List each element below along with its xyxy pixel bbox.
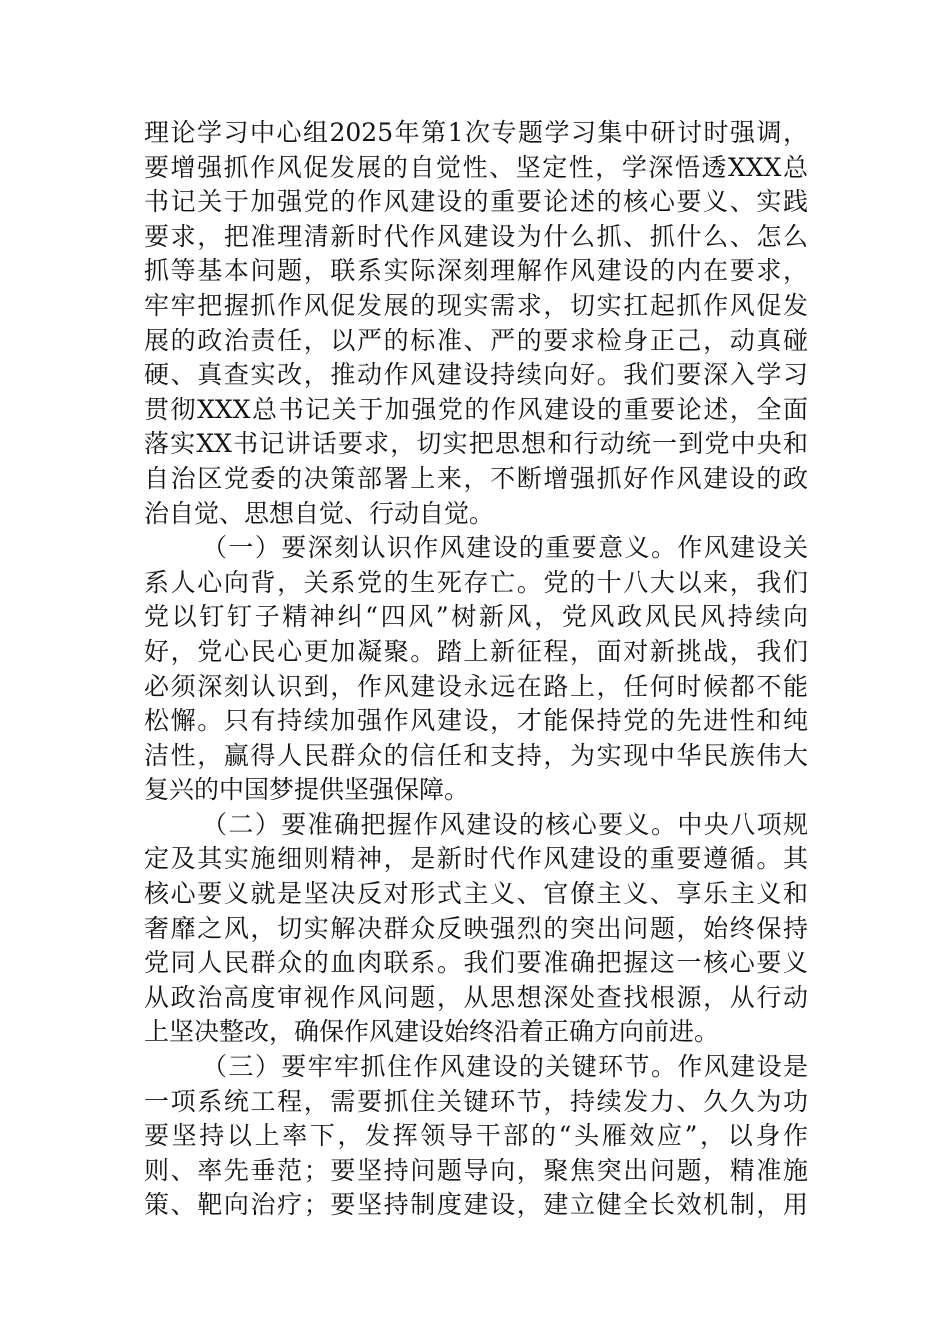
text-line: 党以钉钉子精神纠“四风”树新风，党风政风民风持续向 bbox=[144, 602, 808, 632]
section-heading-line: （一）要深刻认识作风建设的重要意义。作风建设关 bbox=[202, 533, 808, 563]
paragraph-section-2 bbox=[144, 808, 808, 1050]
text-line: 一项系统工程，需要抓住关键环节，持续发力、久久为功 bbox=[144, 1086, 808, 1116]
text-line: 自治区党委的决策部署上来，不断增强抓好作风建设的政 bbox=[144, 463, 808, 493]
text-line: 定及其实施细则精神，是新时代作风建设的重要遵循。其 bbox=[144, 844, 808, 874]
document-body bbox=[144, 116, 808, 1223]
text-line: 抓等基本问题，联系实际深刻理解作风建设的内在要求， bbox=[144, 256, 808, 286]
text-line: 要增强抓作风促发展的自觉性、坚定性，学深悟透XXX总 bbox=[144, 152, 808, 182]
text-line: 党同人民群众的血肉联系。我们要准确把握这一核心要义 bbox=[144, 948, 808, 978]
text-line: 展的政治责任，以严的标准、严的要求检身正己，动真碰 bbox=[144, 325, 808, 355]
text-line: 硬、真查实改，推动作风建设持续向好。我们要深入学习 bbox=[144, 360, 808, 390]
text-line: 奢靡之风，切实解决群众反映强烈的突出问题，始终保持 bbox=[144, 913, 808, 943]
text-line: 贯彻XXX总书记关于加强党的作风建设的重要论述，全面 bbox=[144, 394, 808, 424]
text-line: 治自觉、思想自觉、行动自觉。 bbox=[144, 498, 495, 528]
text-line: 要求，把准理清新时代作风建设为什么抓、抓什么、怎么 bbox=[144, 221, 808, 251]
text-line: 理论学习中心组2025年第1次专题学习集中研讨时强调， bbox=[144, 118, 808, 147]
text-line: 松懈。只有持续加强作风建设，才能保持党的先进性和纯 bbox=[144, 706, 808, 736]
section-heading-line: （二）要准确把握作风建设的核心要义。中央八项规 bbox=[202, 809, 808, 839]
text-line: 落实XX书记讲话要求，切实把思想和行动统一到党中央和 bbox=[144, 429, 808, 459]
paragraph-section-3 bbox=[144, 1050, 808, 1223]
text-line: 牢牢把握抓作风促发展的现实需求，切实扛起抓作风促发 bbox=[144, 290, 808, 320]
text-line: 策、靶向治疗；要坚持制度建设，建立健全长效机制，用 bbox=[144, 1190, 808, 1220]
paragraph-section-1 bbox=[144, 531, 808, 808]
section-heading-line: （三）要牢牢抓住作风建设的关键环节。作风建设是 bbox=[202, 1052, 808, 1082]
text-line: 则、率先垂范；要坚持问题导向，聚焦突出问题，精准施 bbox=[144, 1155, 808, 1185]
text-line: 要坚持以上率下，发挥领导干部的“头雁效应”，以身作 bbox=[144, 1121, 808, 1151]
text-line: 书记关于加强党的作风建设的重要论述的核心要义、实践 bbox=[144, 187, 808, 217]
text-line: 上坚决整改，确保作风建设始终沿着正确方向前进。 bbox=[144, 1017, 720, 1047]
paragraph-intro bbox=[144, 116, 808, 531]
text-line: 必须深刻认识到，作风建设永远在路上，任何时候都不能 bbox=[144, 671, 808, 701]
text-line: 洁性，赢得人民群众的信任和支持，为实现中华民族伟大 bbox=[144, 740, 808, 770]
text-line: 好，党心民心更加凝聚。踏上新征程，面对新挑战，我们 bbox=[144, 636, 808, 666]
text-line: 复兴的中国梦提供坚强保障。 bbox=[144, 775, 470, 805]
text-line: 核心要义就是坚决反对形式主义、官僚主义、享乐主义和 bbox=[144, 879, 808, 909]
text-line: 从政治高度审视作风问题，从思想深处查找根源，从行动 bbox=[144, 982, 808, 1012]
text-line: 系人心向背，关系党的生死存亡。党的十八大以来，我们 bbox=[144, 567, 808, 597]
